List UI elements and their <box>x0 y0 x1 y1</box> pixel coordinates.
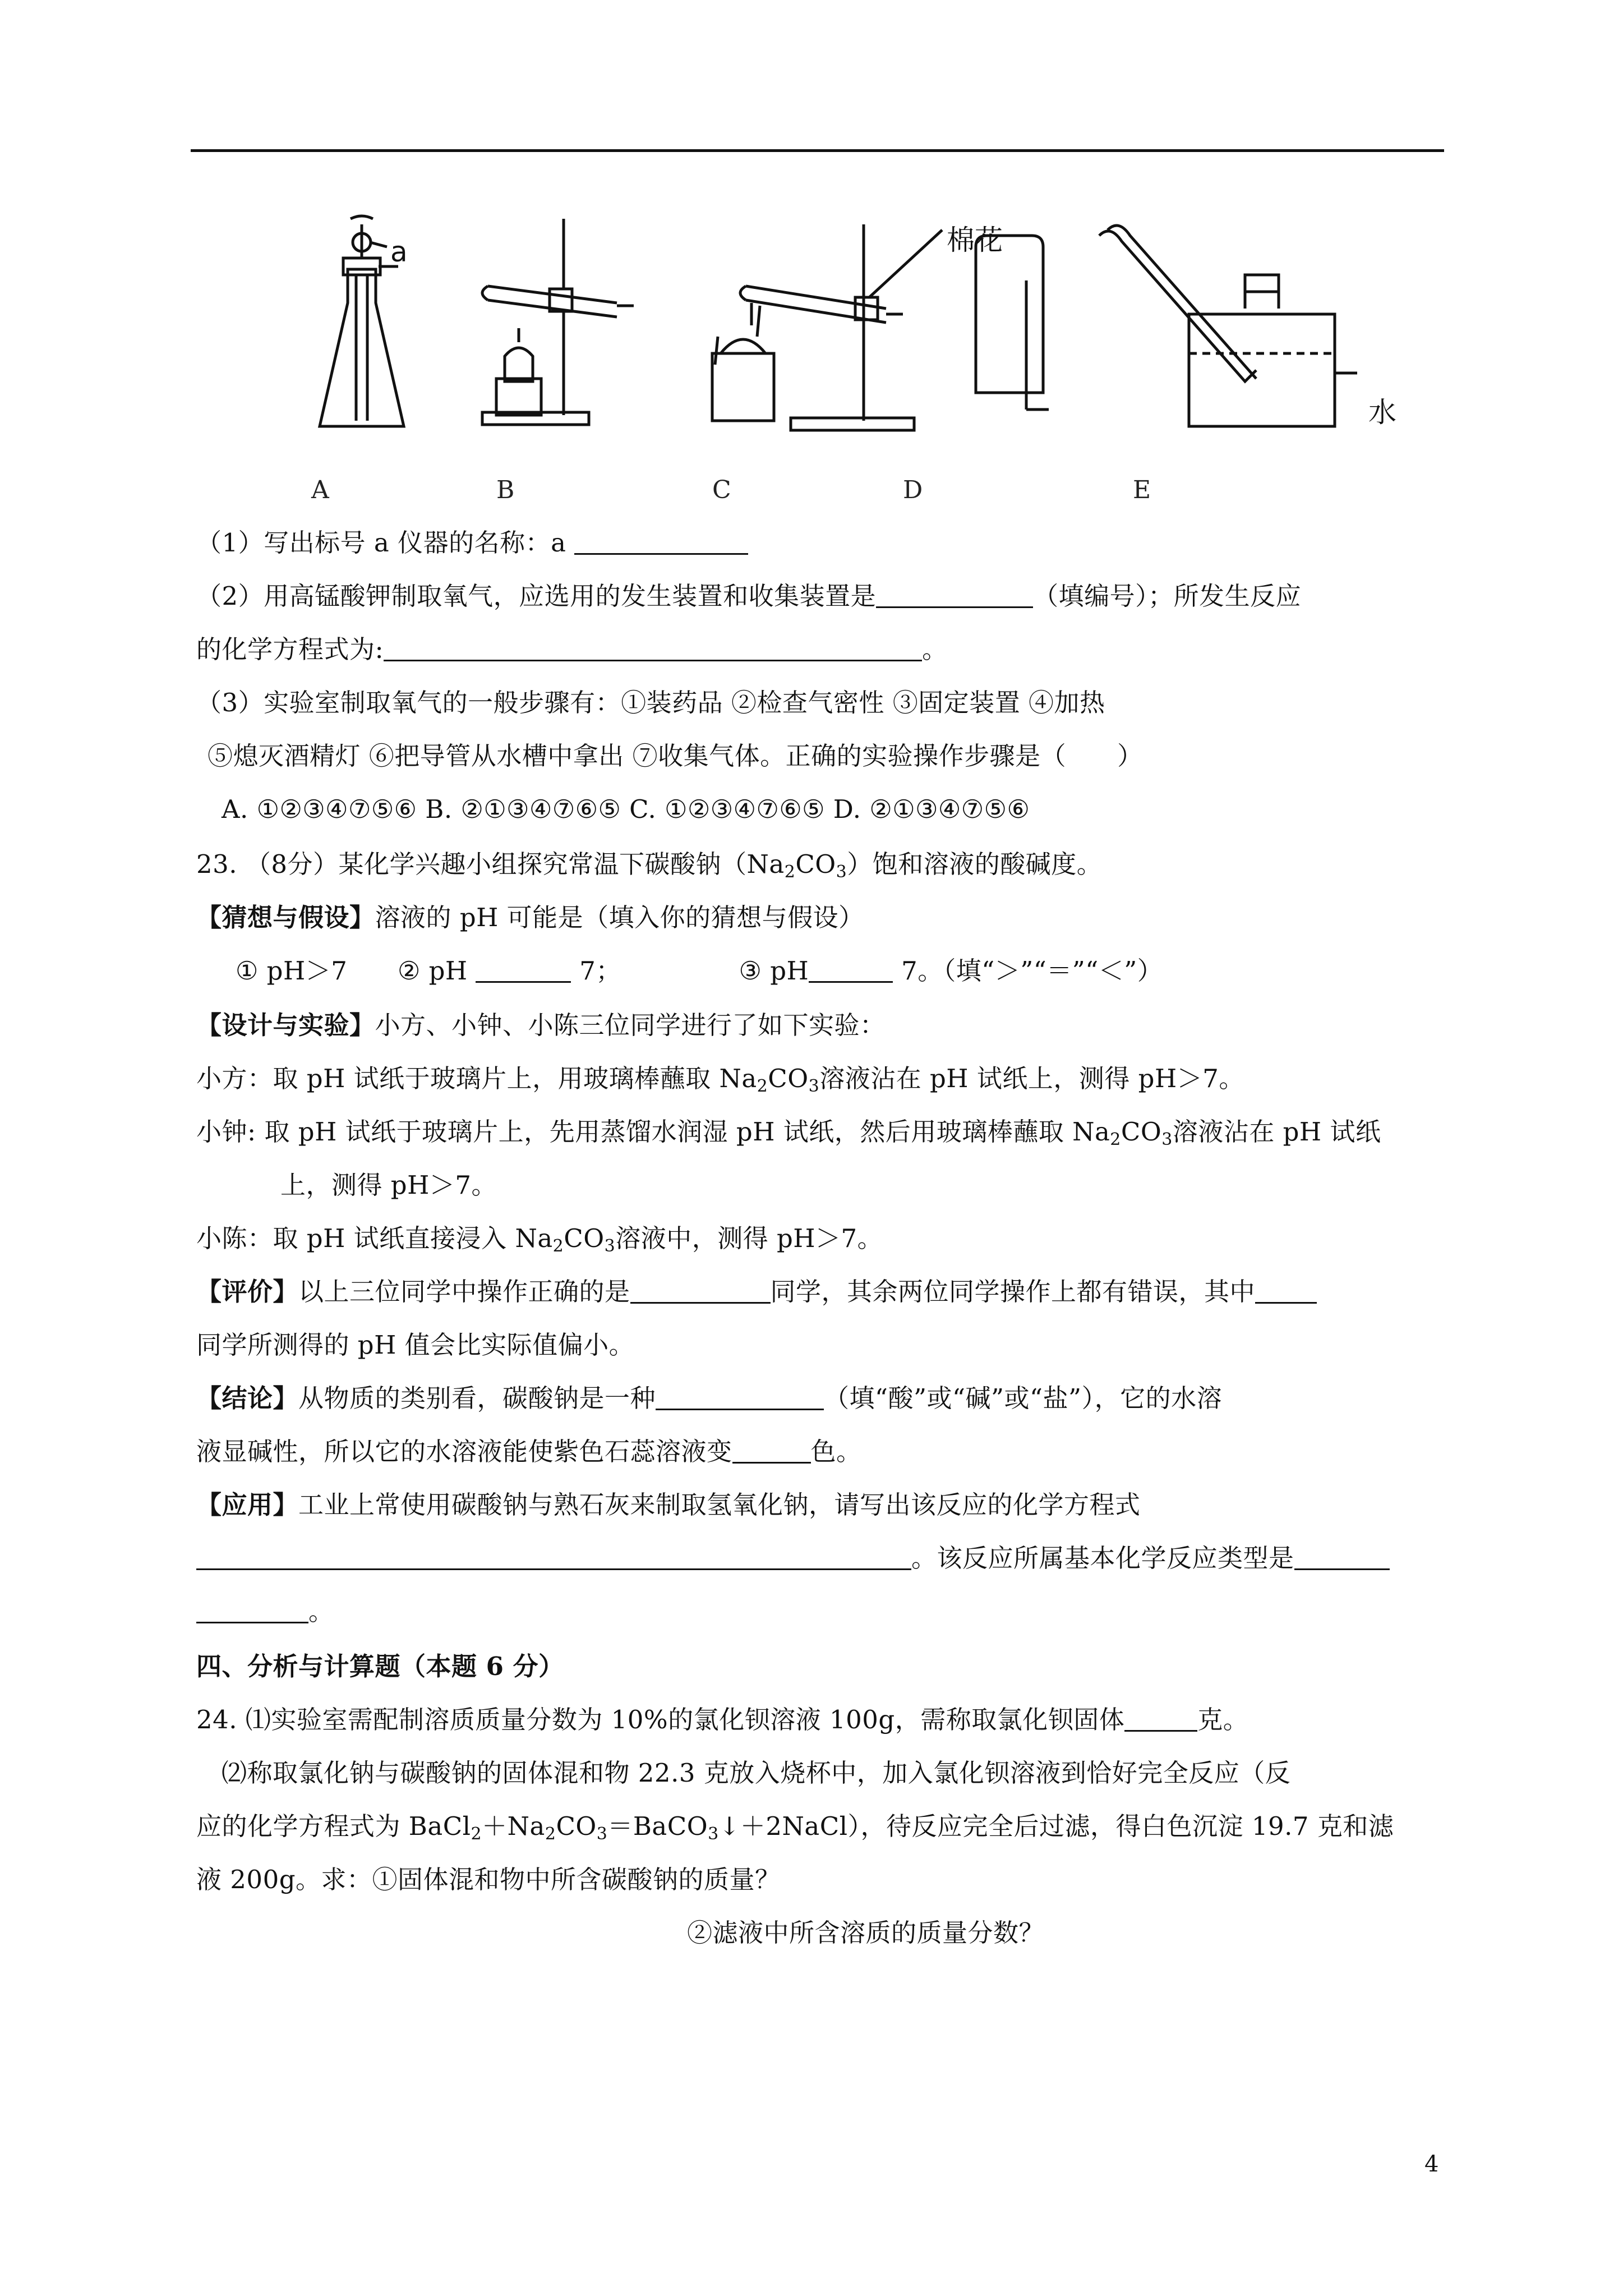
figure-label-d: D <box>903 476 923 504</box>
q23-xiaofang: 小方：取 pH 试纸于玻璃片上，用玻璃棒蘸取 $Na_2CO_3$溶液沾在 pH 试纸上，测得 pH＞7。 <box>196 1064 1244 1096</box>
q22-part2-line2: 的化学方程式为: 。 <box>196 634 948 664</box>
answer-blank[interactable] <box>476 959 571 983</box>
q24-part2-line4: ②滤液中所含溶质的质量分数？ <box>687 1918 1045 1948</box>
header-rule <box>191 149 1444 152</box>
callout-a: a <box>390 236 408 268</box>
answer-blank[interactable] <box>1124 1708 1197 1732</box>
q23-xiaozhong-cont: 上，测得 pH＞7。 <box>280 1170 497 1200</box>
q23-application: 【应用】工业上常使用碳酸钠与熟石灰来制取氢氧化钠，请写出该反应的化学方程式 <box>196 1490 1141 1520</box>
q23-design: 【设计与实验】小方、小钟、小陈三位同学进行了如下实验： <box>196 1010 886 1040</box>
q24-part2-line1: ⑵称取氯化钠与碳酸钠的固体混和物 22.3 克放入烧杯中，加入氯化钡溶液到恰好完全反应（反 <box>222 1758 1291 1788</box>
answer-blank[interactable] <box>384 637 922 661</box>
figure-label-c: C <box>712 476 731 504</box>
answer-blank[interactable] <box>809 959 893 983</box>
callout-cotton: 棉花 <box>947 224 1003 256</box>
q23-title: 23. （8分）某化学兴趣小组探究常温下碳酸钠$(Na_2CO_3)$饱和溶液的酸碱度。 <box>196 849 1103 882</box>
q23-xiaozhong: 小钟: 取 pH 试纸于玻璃片上，先用蒸馏水润湿 pH 试纸，然后用玻璃棒蘸取 $Na_2CO_3$溶液沾在 pH 试纸 <box>196 1117 1381 1149</box>
q23-conclusion-cont: 液显碱性，所以它的水溶液能使紫色石蕊溶液变 色。 <box>196 1437 862 1466</box>
q23-guesses: ① pH＞7 ② pH 7； ③ pH 7。（填“＞”“＝”“＜”） <box>236 956 1163 986</box>
section4-title: 四、分析与计算题（本题 6 分） <box>196 1651 564 1681</box>
answer-blank[interactable] <box>1294 1546 1390 1570</box>
figure-label-b: B <box>496 476 515 504</box>
q23-evaluation: 【评价】以上三位同学中操作正确的是 同学，其余两位同学操作上都有错误，其中 <box>196 1279 1317 1304</box>
q22-part1: （1）写出标号 a 仪器的名称：a <box>196 530 748 555</box>
q23-application-end: 。 <box>196 1599 334 1624</box>
apparatus-e-water-trough <box>1099 226 1357 426</box>
callout-water: 水 <box>1368 396 1396 429</box>
answer-blank[interactable] <box>732 1439 811 1464</box>
answer-blank[interactable] <box>574 531 748 555</box>
apparatus-b-heated-tube <box>482 219 634 425</box>
q23-conclusion: 【结论】从物质的类别看，碳酸钠是一种 （填“酸”或“碱”或“盐”），它的水溶 <box>196 1383 1223 1413</box>
answer-blank[interactable] <box>196 1546 911 1570</box>
q22-part3-line1: （3）实验室制取氧气的一般步骤有：①装药品 ②检查气密性 ③固定装置 ④加热 <box>196 688 1105 717</box>
answer-blank[interactable] <box>876 584 1033 608</box>
answer-blank[interactable] <box>656 1386 824 1410</box>
q23-hypothesis: 【猜想与假设】溶液的 pH 可能是（填入你的猜想与假设） <box>196 903 864 932</box>
apparatus-c-tube-cotton <box>712 224 942 430</box>
q22-part2-line1: （2）用高锰酸钾制取氧气，应选用的发生装置和收集装置是 （填编号）；所发生反应 <box>196 581 1302 611</box>
q24-part1: 24. ⑴实验室需配制溶质质量分数为 10%的氯化钡溶液 100g，需称取氯化钡固体 克。 <box>196 1705 1249 1734</box>
q24-part2-line2: 应的化学方程式为 $BaCl_2+Na_2CO_3=BaCO_3↓+2NaCl$），待反应完全后过滤，得白色沉淀 19.7 克和滤 <box>196 1811 1394 1844</box>
q22-options: A. ①②③④⑦⑤⑥ B. ②①③④⑦⑥⑤ C. ①②③④⑦⑥⑤ D. ②①③④⑦⑤⑥ <box>222 794 1030 824</box>
answer-blank[interactable] <box>196 1599 308 1623</box>
figure-label-a: A <box>311 476 329 504</box>
answer-blank[interactable] <box>630 1280 771 1304</box>
q23-application-cont: 。该反应所属基本化学反应类型是 <box>196 1545 1390 1571</box>
q23-evaluation-cont: 同学所测得的 pH 值会比实际值偏小。 <box>196 1330 635 1360</box>
figure-label-e: E <box>1133 476 1151 504</box>
q24-part2-line3: 液 200g。求：①固体混和物中所含碳酸钠的质量？ <box>196 1865 781 1894</box>
answer-blank[interactable] <box>1255 1280 1317 1304</box>
apparatus-figure <box>303 213 1458 505</box>
q22-part3-line2: ⑤熄灭酒精灯 ⑥把导管从水槽中拿出 ⑦收集气体。正确的实验操作步骤是（ ） <box>208 741 1143 771</box>
apparatus-d-gas-bottle <box>976 236 1049 409</box>
page-number: 4 <box>1424 2151 1439 2177</box>
q23-xiaochen: 小陈：取 pH 试纸直接浸入 $Na_2CO_3$溶液中，测得 pH＞7。 <box>196 1223 883 1256</box>
